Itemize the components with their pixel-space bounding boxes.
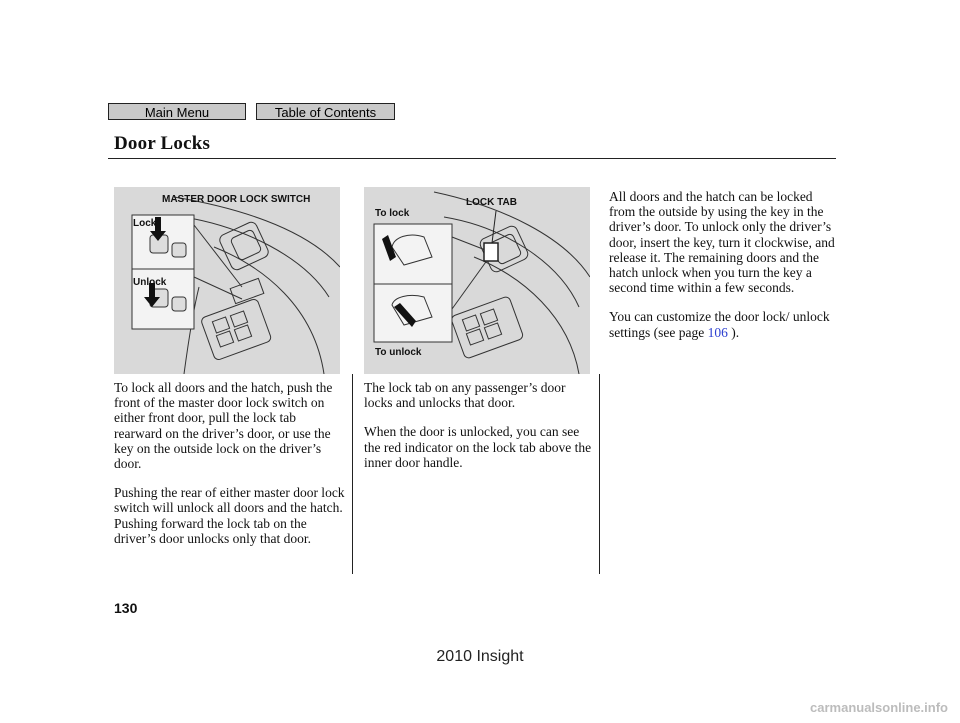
- page-106-link[interactable]: 106: [707, 324, 728, 340]
- page-title: Door Locks: [114, 133, 211, 154]
- col1-paragraph-1: To lock all doors and the hatch, push the front of the master door lock switch on either front door, pull the lock tab rearward on the driver’s door, or use the key on the outside lock on the driver’s door.: [114, 380, 333, 472]
- to-unlock-label: To unlock: [375, 347, 422, 358]
- right-column-text: [609, 189, 837, 354]
- column-divider-2: [599, 374, 600, 574]
- column-divider-1: [352, 374, 353, 574]
- customize-text-end: ).: [727, 324, 740, 340]
- left-column-text: [114, 380, 346, 560]
- title-divider: [108, 158, 836, 159]
- customize-text: You can customize the door lock/ unlock settings (see page: [609, 309, 830, 340]
- figure2-caption: LOCK TAB: [466, 197, 517, 208]
- middle-column-text: [364, 380, 594, 484]
- watermark: carmanualsonline.info: [810, 700, 948, 715]
- col1-paragraph-2: Pushing the rear of either master door lock switch will unlock all doors and the hatch. Pushing forward the lock tab on the driver’s door unlocks only that door.: [114, 485, 345, 546]
- col3-paragraph-1: All doors and the hatch can be locked from the outside by using the key in the driver’s door. To unlock only the driver’s door, insert the key, turn it clockwise, and release it. The remaining doors and the hatch unlock when you turn the key a second time within a few seconds.: [609, 189, 835, 296]
- table-of-contents-button[interactable]: Table of Contents: [256, 103, 395, 120]
- figure1-caption: MASTER DOOR LOCK SWITCH: [162, 194, 311, 205]
- page-number: 130: [114, 600, 138, 616]
- unlock-label: Unlock: [133, 277, 167, 288]
- col2-paragraph-1: The lock tab on any passenger’s door locks and unlocks that door.: [364, 380, 566, 411]
- col2-paragraph-2: When the door is unlocked, you can see the red indicator on the lock tab above the inner door handle.: [364, 424, 592, 470]
- lock-label: Lock: [133, 218, 157, 229]
- footer-model-name: 2010 Insight: [436, 648, 524, 665]
- master-door-lock-switch-figure: [114, 187, 340, 374]
- to-lock-label: To lock: [375, 208, 410, 219]
- main-menu-button[interactable]: Main Menu: [108, 103, 246, 120]
- col3-paragraph-2: [609, 309, 837, 339]
- lock-tab-figure: [364, 187, 590, 374]
